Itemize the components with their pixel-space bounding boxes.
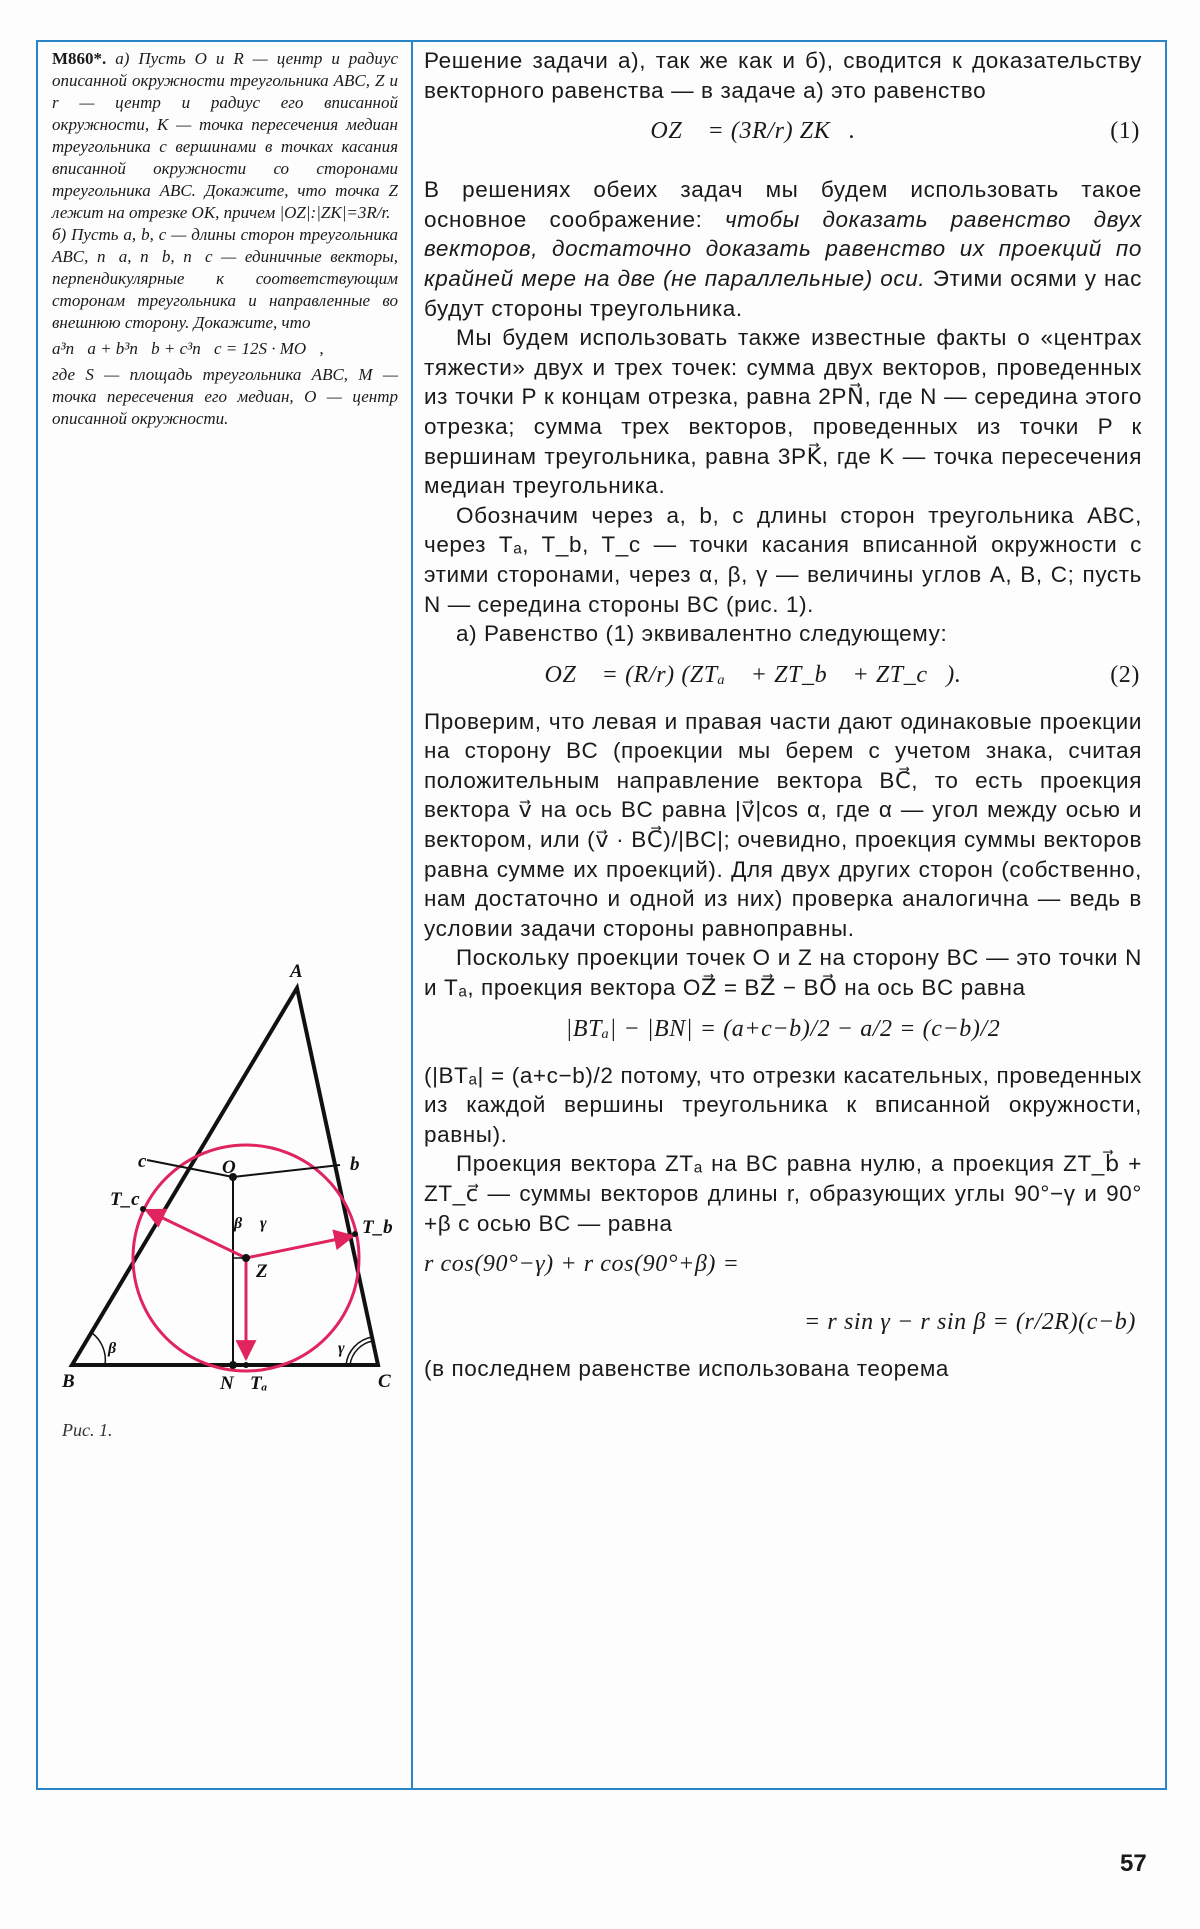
label-tb: T_b bbox=[362, 1217, 393, 1238]
label-c-vertex: C bbox=[378, 1371, 391, 1392]
label-tc: T_c bbox=[110, 1189, 140, 1210]
vector-ztb bbox=[246, 1236, 353, 1258]
solution-p1: Решение задачи а), так же как и б), сводится к доказательству векторного равенства — в задаче а) это равенство bbox=[424, 48, 1142, 103]
equation-3-body: |BTₐ| − |BN| = (a+c−b)/2 − a/2 = (c−b)/2 bbox=[565, 1015, 1001, 1042]
label-side-b: b bbox=[350, 1154, 360, 1175]
solution-p4: Обозначим через a, b, c длины сторон треугольника ABC, через Tₐ, T_b, T_c — точки касания вписанной окружности с этими сторонами, через α, β, γ — величины углов A, B, C; пусть N — середина стороны BC (рис. 1). bbox=[424, 502, 1142, 617]
problem-formula: a³n⃗a + b³n⃗b + c³n⃗c = 12S · MO⃗, bbox=[52, 339, 324, 358]
column-divider bbox=[411, 40, 413, 1790]
equation-4-body: r cos(90°−γ) + r cos(90°+β) = bbox=[424, 1251, 740, 1278]
label-side-c: c bbox=[138, 1151, 147, 1172]
label-beta-center: β bbox=[234, 1215, 243, 1232]
problem-part-a: а) Пусть O и R — центр и радиус описанной окружности треугольника ABC, Z и r — центр и радиус его вписанной окружности, K — точка пересечения медиан треугольника с вершинами в точках касания вписанной окружности со сторонами треугольника ABC. Докажите, что точка Z лежит на отрезке OK, причем |OZ|:|ZK|=3R/r. bbox=[52, 49, 398, 222]
figure-caption: Рис. 1. bbox=[62, 1420, 113, 1440]
solution-text bbox=[424, 46, 1142, 1384]
label-gamma-corner: γ bbox=[338, 1340, 345, 1357]
label-z: Z bbox=[256, 1261, 268, 1282]
equation-5-body: = r sin γ − r sin β = (r/2R)(c−b) bbox=[804, 1309, 1136, 1336]
solution-p8: (|BTₐ| = (a+c−b)/2 потому, что отрезки касательных, проведенных из каждой вершины треугольника к вписанной окружности, равны). bbox=[424, 1062, 1142, 1147]
problem-part-b: б) Пусть a, b, c — длины сторон треугольника ABC, n⃗a, n⃗b, n⃗c — единичные векторы, перпендикулярные к соответствующим сторонам треугольника и направленные во внешнюю сторону. Докажите, что bbox=[52, 225, 398, 332]
solution-p6: Проверим, что левая и правая части дают одинаковые проекции на сторону BC (проекции мы берем с учетом знака, считая положительным направление вектора BC⃗, то есть проекция вектора v⃗ на ось BC равна |v⃗|cos α, где α — угол между осью и вектором, или (v⃗ · BC⃗)/|BC|; очевидно, проекция суммы векторов равна сумме их проекций). Для двух других сторон (собственно, нам достаточно и одной из них) проверка аналогична — ведь в условии задачи стороны равноправны. bbox=[424, 708, 1142, 941]
equation-4 bbox=[424, 1238, 1142, 1296]
equation-1-number: (1) bbox=[1110, 118, 1140, 145]
solution-p5: а) Равенство (1) эквивалентно следующему: bbox=[456, 621, 948, 647]
label-a: A bbox=[290, 961, 303, 982]
solution-p2-end: Этими осями у нас будут стороны треугольника. bbox=[424, 265, 1143, 321]
equation-2-body: OZ⃗ = (R/r) (ZTₐ⃗ + ZT_b⃗ + ZT_c⃗). bbox=[544, 661, 962, 688]
equation-2-number: (2) bbox=[1110, 661, 1140, 688]
problem-part-b-end: где S — площадь треугольника ABC, M — точка пересечения его медиан, O — центр описанной окружности. bbox=[52, 365, 398, 428]
equation-1-body: OZ⃗ = (3R/r) ZK⃗. bbox=[650, 118, 856, 145]
solution-p7: Поскольку проекции точек O и Z на сторону BC — это точки N и Tₐ, проекция вектора OZ⃗ = BZ⃗ − BO⃗ на ось BC равна bbox=[424, 945, 1142, 1001]
solution-p3: Мы будем использовать также известные факты о «центрах тяжести» двух и трех точек: сумма двух векторов, проведенных из точки P к концам отрезка, равна 2PN⃗, где N — середина этого отрезка; сумма трех векторов, проведенных из точки P к вершинам треугольника, равна 3PK⃗, где K — точка пересечения медиан треугольника. bbox=[424, 325, 1142, 499]
solution-p10: (в последнем равенстве использована теорема bbox=[424, 1356, 950, 1382]
solution-p2-start: В решениях обеих задач мы будем использовать такое основное соображение: bbox=[424, 177, 1142, 232]
label-gamma-center: γ bbox=[260, 1215, 267, 1232]
equation-3 bbox=[424, 1003, 1142, 1061]
label-b-vertex: B bbox=[62, 1371, 75, 1392]
page-number: 57 bbox=[1120, 1850, 1147, 1877]
equation-2 bbox=[424, 649, 1142, 707]
label-beta-corner: β bbox=[108, 1340, 117, 1357]
solution-p2-italic: чтобы доказать равенство двух векторов, достаточно доказать равенство их проекций по крайней мере на две (не параллельные) оси. bbox=[424, 206, 1143, 291]
label-o: O bbox=[222, 1157, 236, 1178]
vector-ztc bbox=[146, 1210, 246, 1258]
figure-triangle bbox=[60, 955, 400, 1395]
label-ta: Tₐ bbox=[250, 1373, 268, 1394]
solution-p2 bbox=[424, 175, 1142, 323]
problem-statement bbox=[52, 48, 398, 430]
equation-5 bbox=[424, 1296, 1142, 1354]
equation-1 bbox=[424, 105, 1142, 167]
solution-p9: Проекция вектора ZTₐ на BC равна нулю, а проекция ZT_b⃗ + ZT_c⃗ — суммы векторов длины r, образующих углы 90°−γ и 90°+β с осью BC — равна bbox=[424, 1151, 1142, 1236]
problem-number: М860*. bbox=[52, 49, 107, 68]
label-n: N bbox=[220, 1373, 234, 1394]
